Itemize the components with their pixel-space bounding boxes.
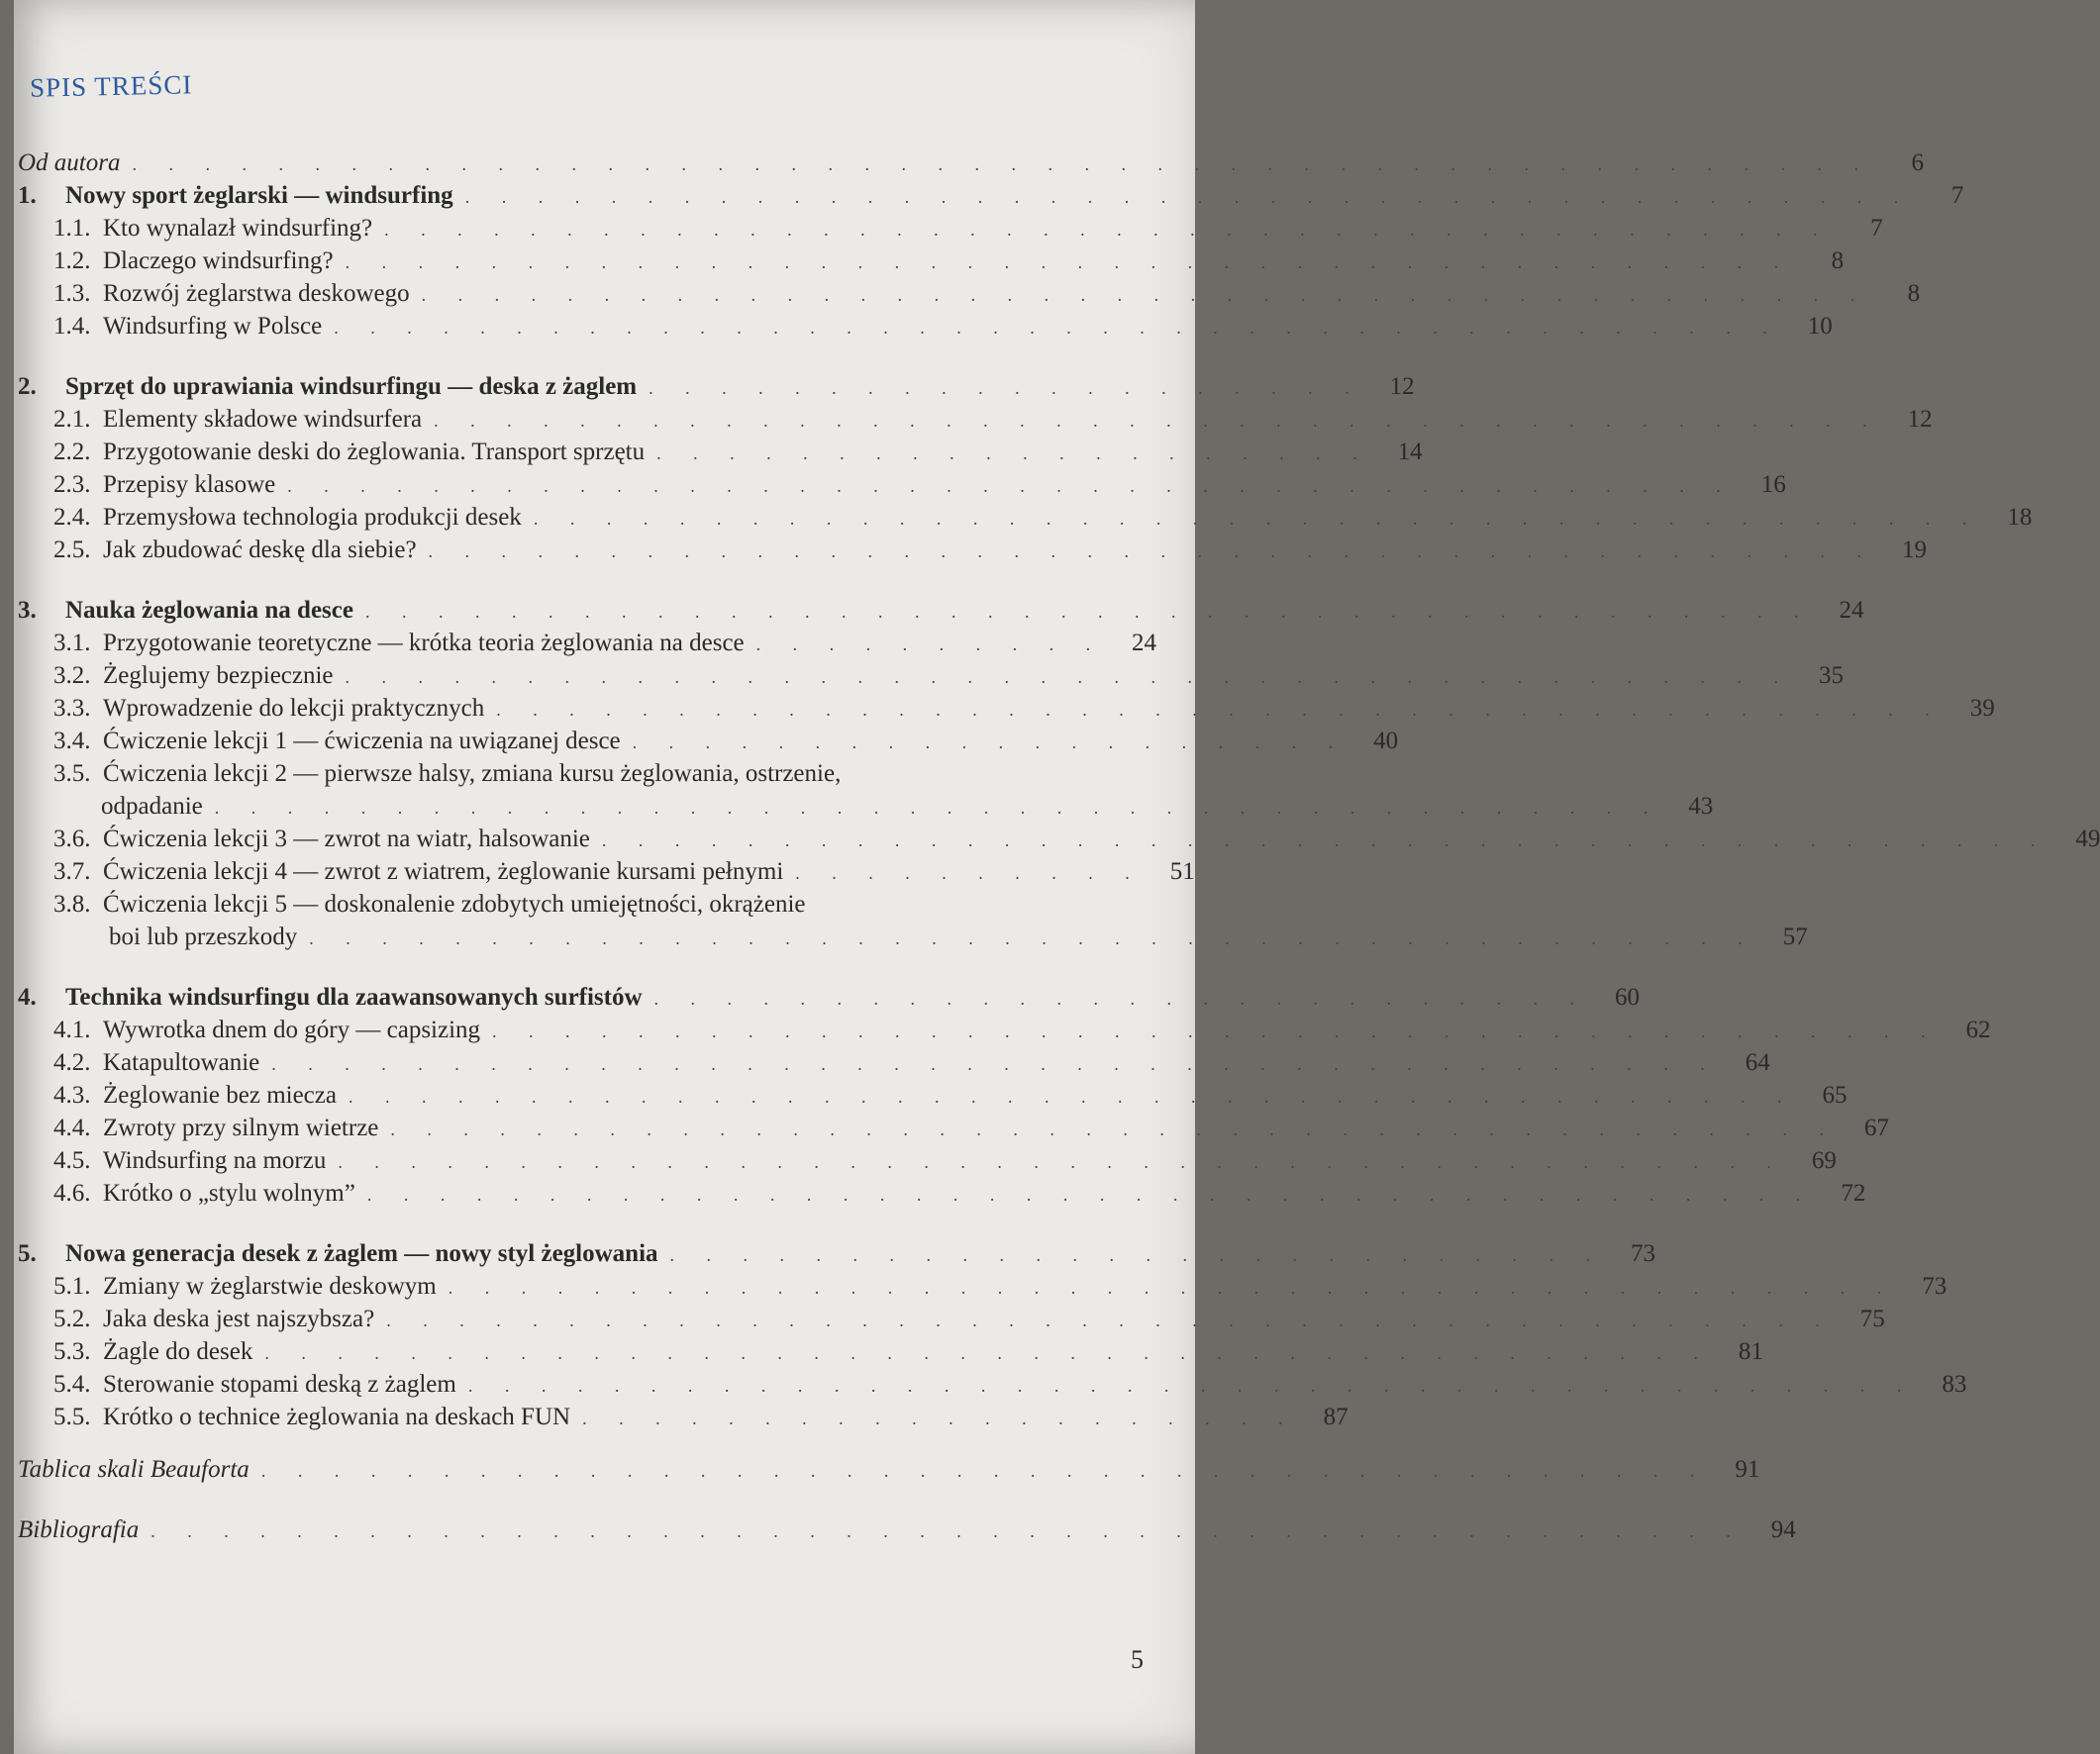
toc-entry-continuation	[18, 790, 1714, 823]
entry-title: Wprowadzenie do lekcji praktycznych	[103, 695, 485, 722]
entry-title: Ćwiczenia lekcji 4 — zwrot z wiatrem, żeglowanie kursami pełnymi	[103, 858, 784, 885]
chapter-number: 2.	[18, 373, 37, 400]
entry-page: 7	[1870, 215, 1883, 242]
entry-page: 6	[1911, 149, 1924, 176]
toc-entry	[18, 534, 1928, 566]
entry-number: 4.3.	[53, 1082, 91, 1109]
dot-leader: . . . . . . . . . . . . . . . . . . . . . . . . . .	[653, 989, 1589, 1009]
dot-leader: . . . . . . . . . . . . . . . . . . . . . . . . . . . . . . . . . . . . . . . .	[364, 602, 1813, 622]
entry-title: Ćwiczenia lekcji 2 — pierwsze halsy, zmiana kursu żeglowania, ostrzenie,	[103, 760, 842, 787]
entry-page: 51	[1169, 858, 1195, 885]
chapter-number: 1.	[18, 182, 37, 209]
toc-entry	[18, 1303, 1885, 1335]
entry-number: 3.3.	[53, 695, 91, 722]
dot-leader: . . . . . . . . . . . . . . . . . . . . . . . . . . . . . . . . . . . . . . . .	[390, 1120, 1838, 1139]
dot-leader: . . . . . . . . . . . . . . . . . . . . . . . . . . . . . . . . . . . . . . . .	[338, 1152, 1785, 1172]
entry-page: 94	[1770, 1516, 1796, 1543]
entry-page: 91	[1735, 1456, 1760, 1483]
toc-entry	[18, 212, 1883, 244]
entry-number: 2.4.	[53, 504, 91, 531]
entry-number: 3.4.	[53, 728, 91, 754]
entry-title: Przepisy klasowe	[103, 471, 276, 498]
entry-title: Zmiany w żeglarstwie deskowym	[103, 1273, 437, 1300]
toc-entry-bibliography	[18, 1513, 1796, 1546]
toc-chapter-1	[18, 179, 1964, 212]
entry-number: 3.1.	[53, 630, 91, 656]
entry-title: Tablica skali Beauforta	[18, 1456, 250, 1483]
dot-leader: . . . . . . . . . . . . . . . . . . . . . . . . . . . . . . . . . . . . . . . .	[366, 1185, 1815, 1205]
page-title: SPIS TREŚCI	[29, 69, 193, 103]
entry-number: 3.2.	[53, 662, 91, 689]
entry-title: Wywrotka dnem do góry — capsizing	[103, 1017, 481, 1043]
chapter-page: 60	[1615, 984, 1641, 1011]
toc-entry	[18, 1368, 1967, 1401]
entry-title: Jak zbudować deskę dla siebie?	[103, 536, 417, 563]
entry-title: Windsurfing na morzu	[103, 1147, 327, 1174]
dot-leader: . . . . . . . . . . . . . . . . . . . . . . . . . . . . . . . . . . . . . . . .	[264, 1343, 1712, 1363]
dot-leader: . . . . . . . . . . . . . . . . . . . .	[656, 443, 1371, 463]
toc-chapter-2	[18, 370, 1415, 403]
dot-leader: . . . . . . . . . . . . . . . . . . . . . . . . . . . . . . . . . . . . . . . .	[345, 667, 1793, 687]
entry-page: 12	[1907, 406, 1933, 433]
chapter-page: 7	[1950, 182, 1964, 209]
toc-entry	[18, 468, 1786, 501]
chapter-page: 24	[1839, 597, 1864, 624]
entry-title: Ćwiczenia lekcji 5 — doskonalenie zdobytych umiejętności, okrążenie	[103, 891, 806, 918]
chapter-page: 73	[1631, 1240, 1656, 1267]
dot-leader: . . . . . . . . . . . . . . . . . . . . . . . . . . . . . . . . . . . . . . . .	[448, 1278, 1896, 1298]
entry-number: 4.1.	[53, 1017, 91, 1043]
toc-entry	[18, 1177, 1866, 1210]
entry-page: 40	[1373, 728, 1399, 754]
dot-leader: . . . . . . . . . .	[755, 634, 1105, 654]
entry-number: 3.5.	[53, 760, 91, 787]
dot-leader: . . . . . . . . . . . . . . . . . . . . . . . . . . . . . . . . . . . . . . . .	[533, 509, 1981, 529]
dot-leader: . . . . . . . . . . . . . . . . . . . . . . . . . . . . . . . . . . . . . . . .	[496, 700, 1944, 720]
dot-leader: . . . . . . . . . . . . . . . . . . . . . . . . . . . . . . . . . . . . . . . .	[348, 1087, 1796, 1107]
entry-page: 8	[1831, 247, 1845, 274]
dot-leader: . . . . . . . . . . . . . . . . . . . . . . . . . . . . . . . . . . . . . . . .	[271, 1054, 1719, 1074]
entry-page: 10	[1807, 313, 1833, 340]
chapter-title: Nauka żeglowania na desce	[65, 597, 353, 624]
toc-entry	[18, 310, 1833, 342]
entry-number: 5.1.	[53, 1273, 91, 1300]
toc-entry	[18, 888, 1156, 921]
dot-leader: . . . . . . . . . . . . . . . . . . . .	[582, 1409, 1297, 1428]
entry-page: 8	[1907, 280, 1921, 307]
dot-leader: . . . . . . . . . . . . . . . . . . . . . . . . . . . . . . . . . . . . . . . .	[345, 252, 1793, 272]
entry-title: Elementy składowe windsurfera	[103, 406, 423, 433]
toc-entry	[18, 1144, 1837, 1177]
entry-title: Jaka deska jest najszybsza?	[103, 1306, 375, 1332]
toc-entry	[18, 1270, 1948, 1303]
toc-entry	[18, 692, 1995, 725]
dot-leader: . . . . . . . . . . . . . . . . . . . . . . . . . . . . . . . . . . . . . . . .	[601, 830, 2050, 850]
dot-leader: . . . . . . . . . . . . . . . . . . . . . . . . . . . . . . . . . . . . . . . . . . . .	[150, 1521, 1745, 1541]
entry-page: 81	[1738, 1338, 1763, 1365]
toc-entry-continuation	[18, 921, 1808, 953]
entry-number: 1.3.	[53, 280, 91, 307]
entry-title: Zwroty przy silnym wietrze	[103, 1115, 379, 1141]
entry-page: 73	[1922, 1273, 1948, 1300]
entry-page: 35	[1819, 662, 1845, 689]
entry-title-continued: odpadanie	[101, 793, 203, 820]
chapter-number: 3.	[18, 597, 37, 624]
entry-title: Żeglowanie bez miecza	[103, 1082, 337, 1109]
toc-entry	[18, 1112, 1889, 1144]
entry-title: Przygotowanie deski do żeglowania. Transport sprzętu	[103, 438, 646, 465]
toc-entry	[18, 1079, 1848, 1112]
chapter-number: 5.	[18, 1240, 37, 1267]
dot-leader: . . . . . . . . . . . . . . . . . . . . . . . . . . . . . . . . . . . . . . . .	[384, 220, 1832, 240]
entry-number: 3.6.	[53, 826, 91, 852]
entry-title: Od autora	[18, 149, 121, 176]
entry-title: Bibliografia	[18, 1516, 140, 1543]
chapter-page: 12	[1389, 373, 1415, 400]
entry-title: Żagle do desek	[103, 1338, 253, 1365]
entry-title: Rozwój żeglarstwa deskowego	[103, 280, 410, 307]
chapter-title: Technika windsurfingu dla zaawansowanych surfistów	[65, 984, 643, 1011]
entry-number: 2.3.	[53, 471, 91, 498]
entry-number: 5.3.	[53, 1338, 91, 1365]
toc-entry	[18, 725, 1399, 757]
dot-leader: . . . . . . . . . . . . . . . . . . . . . . . . . . . . . . . . . . . . . . . .	[334, 318, 1781, 338]
chapter-title: Nowa generacja desek z żaglem — nowy styl żeglowania	[65, 1240, 658, 1267]
entry-number: 1.2.	[53, 247, 91, 274]
entry-number: 1.4.	[53, 313, 91, 340]
entry-page: 18	[2007, 504, 2033, 531]
entry-title: Przygotowanie teoretyczne — krótka teoria żeglowania na desce	[103, 630, 745, 656]
page-number: 5	[1131, 1645, 1144, 1674]
dot-leader: . . . . . . . . . . . . . . . . . . . . . . . . . .	[669, 1245, 1605, 1265]
toc-entry	[18, 277, 1921, 310]
entry-title: Sterowanie stopami deską z żaglem	[103, 1371, 456, 1398]
toc-entry	[18, 627, 1156, 659]
entry-title: Krótko o technice żeglowania na deskach FUN	[103, 1404, 571, 1430]
toc-entry	[18, 501, 2033, 534]
entry-title: Ćwiczenia lekcji 3 — zwrot na wiatr, halsowanie	[103, 826, 590, 852]
entry-page: 19	[1902, 536, 1928, 563]
table-of-contents	[18, 146, 2100, 1546]
dot-leader: . . . . . . . . . . . . . . . . . . . . . . . . . . . . . . . . . . . . . . . .	[214, 798, 1662, 818]
chapter-title: Sprzęt do uprawiania windsurfingu — deska z żaglem	[65, 373, 638, 400]
entry-number: 2.2.	[53, 438, 91, 465]
toc-entry	[18, 1335, 1763, 1368]
entry-page: 43	[1688, 793, 1714, 820]
toc-entry	[18, 244, 1845, 277]
entry-number: 5.2.	[53, 1306, 91, 1332]
entry-title: Kto wynalazł windsurfing?	[103, 215, 373, 242]
entry-page: 57	[1782, 924, 1808, 950]
toc-entry	[18, 855, 1195, 888]
entry-number: 5.5.	[53, 1404, 91, 1430]
dot-leader: . . . . . . . . . . . . . . . . . . . . . . . . . . . . . . . . . . . . . . . .	[467, 1376, 1916, 1396]
toc-entry	[18, 436, 1423, 468]
toc-entry	[18, 1046, 1770, 1079]
toc-entry	[18, 823, 2100, 855]
entry-title-continued: boi lub przeszkody	[109, 924, 298, 950]
entry-page: 75	[1859, 1306, 1885, 1332]
entry-number: 4.6.	[53, 1180, 91, 1207]
chapter-number: 4.	[18, 984, 37, 1011]
dot-leader: . . . . . . . . . . . . . . . . . . . . . . . . . . . . . . . . . . . . . . . .	[260, 1461, 1709, 1481]
entry-page: 24	[1132, 630, 1156, 656]
dot-leader: . . . . . . . . . . . . . . . . . . . . . . . . . . . . . . . . . . . . . . . .	[492, 1022, 1940, 1041]
dot-leader: . . . . . . . . . . . . . . . . . . . .	[649, 378, 1363, 398]
dot-leader: . . . . . . . . . . . . . . . . . . . . . . . . . . . . . . . . . . . . . . . .	[287, 476, 1735, 496]
toc-entry	[18, 1401, 1349, 1433]
entry-page: 64	[1745, 1049, 1770, 1076]
dot-leader: . . . . . . . . . . . . . . . . . . . . . . . . . . . . . . . . . . . . . . . .	[386, 1311, 1834, 1330]
entry-page: 83	[1942, 1371, 1967, 1398]
entry-number: 1.1.	[53, 215, 91, 242]
entry-page: 16	[1760, 471, 1786, 498]
entry-title: Żeglujemy bezpiecznie	[103, 662, 334, 689]
entry-title: Dlaczego windsurfing?	[103, 247, 334, 274]
entry-title: Przemysłowa technologia produkcji desek	[103, 504, 522, 531]
entry-number: 5.4.	[53, 1371, 91, 1398]
dot-leader: . . . . . . . . . . . . . . . . . . . . . . . . . . . . . . . . . . . . . . . .	[434, 411, 1881, 431]
entry-title: Ćwiczenie lekcji 1 — ćwiczenia na uwiązanej desce	[103, 728, 621, 754]
toc-entry-beaufort	[18, 1453, 1760, 1486]
dot-leader: . . . . . . . . . . . . . . . . . . . . . . . . . . . . . . . . . . . . . . . .	[421, 285, 1869, 305]
entry-number: 3.8.	[53, 891, 91, 918]
toc-entry	[18, 757, 1156, 790]
entry-number: 2.1.	[53, 406, 91, 433]
dot-leader: . . . . . . . . . . . . . . . . . . . .	[632, 732, 1348, 752]
entry-number: 4.2.	[53, 1049, 91, 1076]
toc-chapter-3	[18, 594, 1864, 627]
entry-title: Krótko o „stylu wolnym”	[103, 1180, 355, 1207]
entry-page: 14	[1397, 438, 1423, 465]
entry-page: 72	[1841, 1180, 1866, 1207]
dot-leader: . . . . . . . . . . . . . . . . . . . . . . . . . . . . . . . . . . . . . . . .	[309, 928, 1756, 948]
toc-entry	[18, 659, 1845, 692]
chapter-title: Nowy sport żeglarski — windsurfing	[65, 182, 453, 209]
entry-page: 39	[1969, 695, 1995, 722]
entry-page: 62	[1965, 1017, 1991, 1043]
toc-entry	[18, 1014, 1991, 1046]
toc-chapter-4	[18, 981, 1641, 1014]
dot-leader: . . . . . . . . . . . . . . . . . . . . . . . . . . . . . . . . . . . . . . . .	[428, 541, 1876, 561]
entry-number: 3.7.	[53, 858, 91, 885]
dot-leader: . . . . . . . . . .	[795, 863, 1144, 883]
entry-page: 49	[2075, 826, 2100, 852]
toc-entry	[18, 403, 1933, 436]
entry-page: 69	[1811, 1147, 1837, 1174]
entry-number: 2.5.	[53, 536, 91, 563]
entry-page: 87	[1323, 1404, 1349, 1430]
book-page	[14, 0, 2100, 1754]
dot-leader: . . . . . . . . . . . . . . . . . . . . . . . . . . . . . . . . . . . . . . . .	[464, 187, 1913, 207]
entry-page: 67	[1863, 1115, 1889, 1141]
toc-chapter-5	[18, 1237, 1656, 1270]
entry-number: 4.4.	[53, 1115, 91, 1141]
entry-title: Katapultowanie	[103, 1049, 260, 1076]
toc-entry-foreword	[18, 146, 1924, 179]
dot-leader: . . . . . . . . . . . . . . . . . . . . . . . . . . . . . . . . . . . . . . . . . . . . . . . .	[132, 154, 1872, 174]
entry-page: 65	[1822, 1082, 1848, 1109]
entry-number: 4.5.	[53, 1147, 91, 1174]
entry-title: Windsurfing w Polsce	[103, 313, 323, 340]
